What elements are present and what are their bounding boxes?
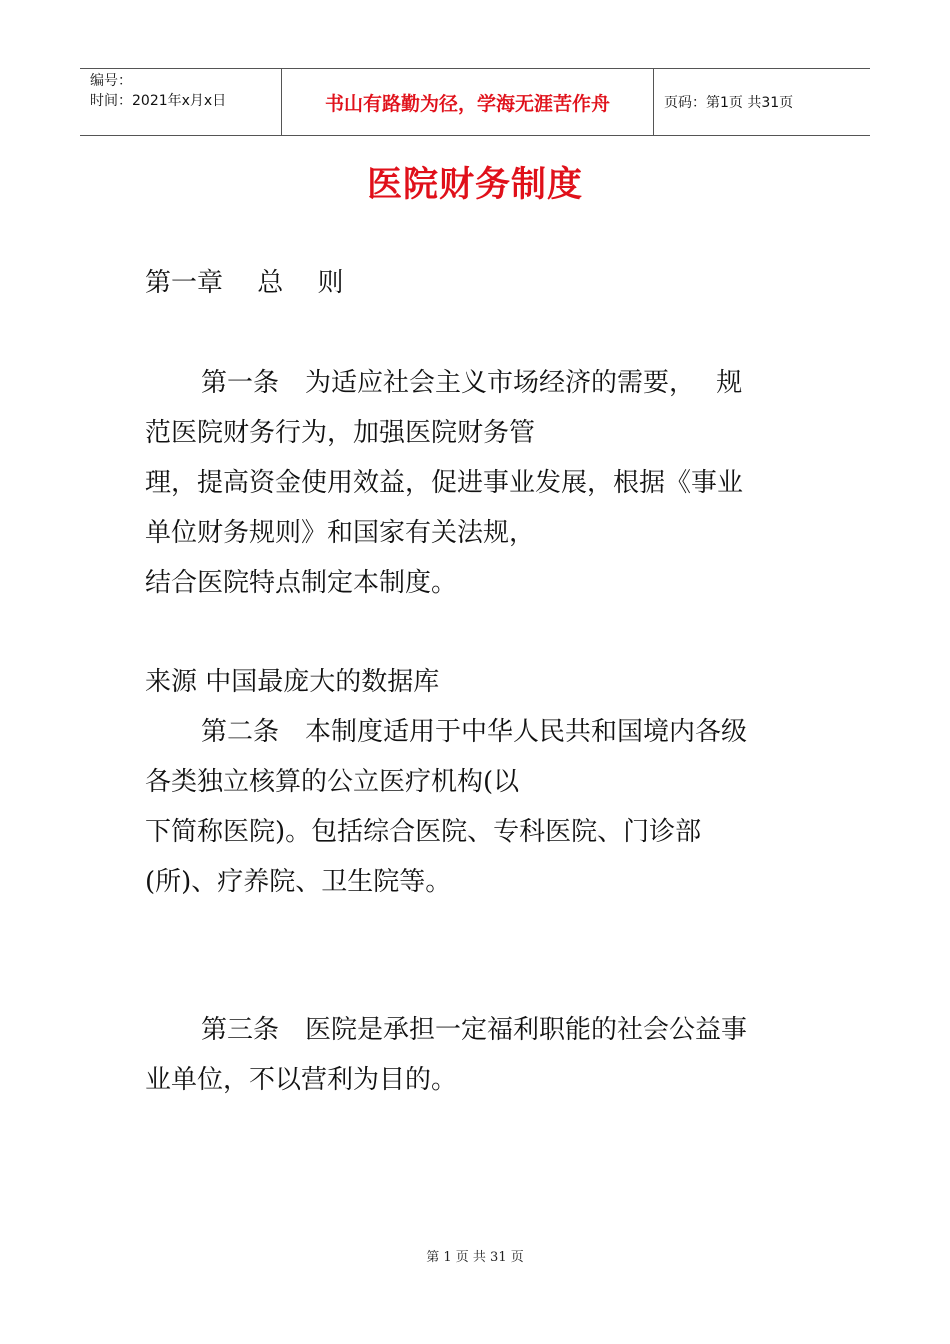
article-2-line: 下简称医院)。包括综合医院、专科医院、门诊部 [145, 817, 702, 847]
chapter-heading [145, 258, 815, 308]
chapter-heading-text: 第一章 总 则 [145, 268, 344, 298]
header-motto: 书山有路勤为径，学海无涯苦作舟 [282, 69, 654, 135]
header-meta-cell [80, 69, 282, 135]
article-2 [145, 707, 815, 907]
article-1-line: 结合医院特点制定本制度。 [145, 568, 458, 598]
article-1 [145, 358, 815, 608]
document-title: 医院财务制度 [366, 165, 583, 205]
article-1-line: 单位财务规则》和国家有关法规， [145, 518, 536, 548]
article-3-line: 业单位，不以营利为目的。 [145, 1065, 458, 1095]
article-3 [145, 1005, 815, 1105]
article-1-line: 第一条 为适应社会主义市场经济的需要， 规 [201, 368, 743, 398]
page-footer: 第 1 页 共 31 页 [426, 1250, 524, 1265]
document-header [80, 68, 870, 136]
article-2-line: 第二条 本制度适用于中华人民共和国境内各级 [201, 717, 748, 747]
number-label: 编号： [90, 73, 132, 89]
article-2-line: 各类独立核算的公立医疗机构(以 [145, 767, 520, 797]
date-label: 时间：2021年x月x日 [90, 93, 227, 109]
source-note [145, 657, 815, 707]
source-note-text: 来源 中国最庞大的数据库 [145, 667, 440, 697]
article-1-line: 范医院财务行为，加强医院财务管 [145, 418, 536, 448]
article-2-line: (所)、疗养院、卫生院等。 [145, 867, 452, 897]
article-3-line: 第三条 医院是承担一定福利职能的社会公益事 [201, 1015, 748, 1045]
header-page-label: 页码：第1页 共31页 [664, 95, 794, 111]
article-1-line: 理，提高资金使用效益，促进事业发展，根据《事业 [145, 468, 744, 498]
